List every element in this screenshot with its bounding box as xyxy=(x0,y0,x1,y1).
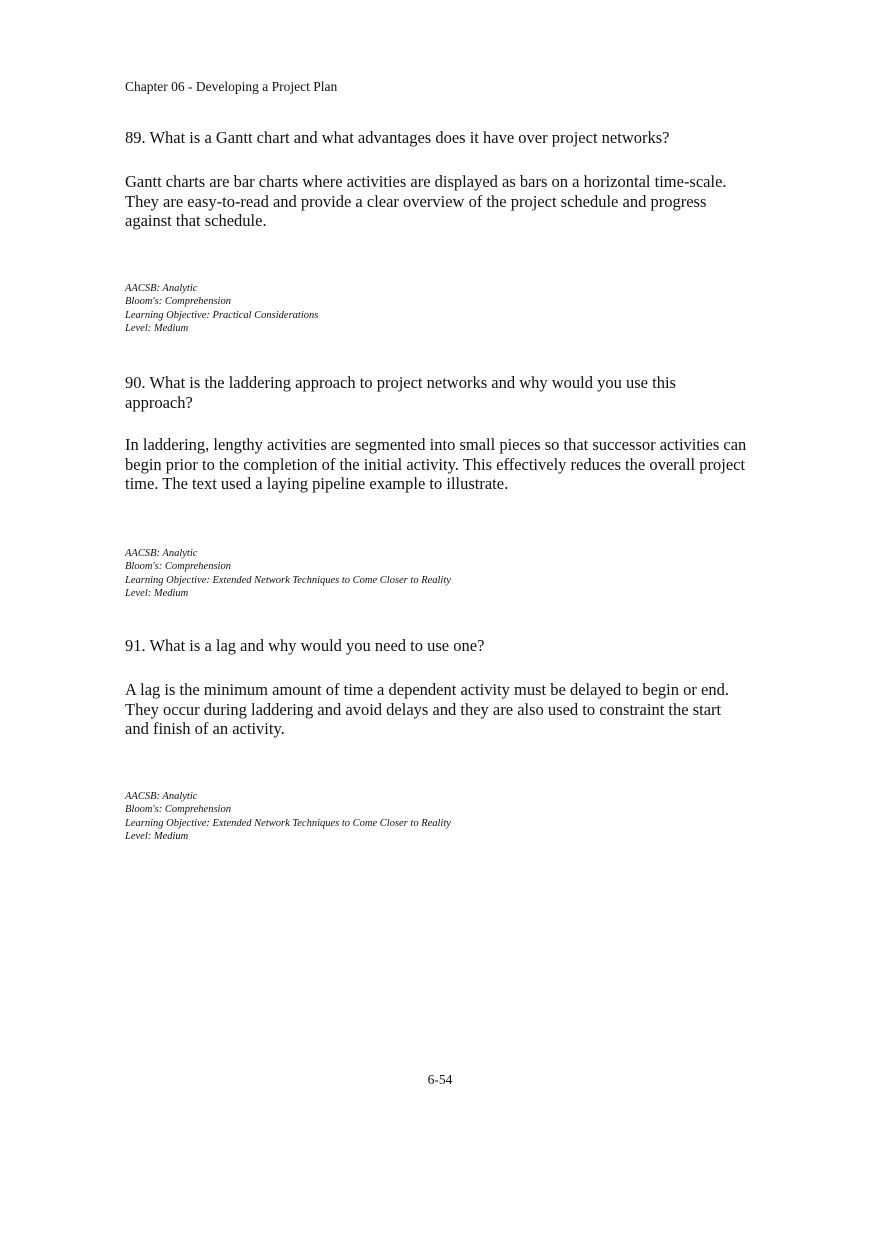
question-91 xyxy=(125,636,785,656)
answer-91 xyxy=(125,680,785,739)
answer-line: against that schedule. xyxy=(125,211,267,230)
meta-89 xyxy=(125,282,785,335)
question-89 xyxy=(125,128,785,148)
meta-blooms: Bloom's: Comprehension xyxy=(125,804,231,816)
meta-objective: Learning Objective: Practical Considerations xyxy=(125,309,319,321)
page-header: Chapter 06 - Developing a Project Plan xyxy=(125,79,338,94)
question-text: 91. What is a lag and why would you need to use one? xyxy=(125,636,485,655)
meta-aacsb: AACSB: Analytic xyxy=(125,548,198,559)
question-line: 90. What is the laddering approach to project networks and why would you use this xyxy=(125,373,676,392)
answer-line: They are easy-to-read and provide a clear overview of the project schedule and progress xyxy=(125,191,707,211)
meta-level: Level: Medium xyxy=(125,322,189,334)
meta-level: Level: Medium xyxy=(125,587,189,599)
meta-blooms: Bloom's: Comprehension xyxy=(125,561,231,573)
meta-90 xyxy=(125,547,785,600)
meta-aacsb: AACSB: Analytic xyxy=(125,791,198,802)
answer-line: They occur during laddering and avoid delays and they are also used to constraint the start xyxy=(125,699,722,719)
meta-91 xyxy=(125,790,785,843)
question-90 xyxy=(125,373,785,412)
meta-aacsb: AACSB: Analytic xyxy=(125,283,198,294)
answer-line: In laddering, lengthy activities are segmented into small pieces so that successor activities can xyxy=(125,435,747,454)
meta-objective: Learning Objective: Extended Network Techniques to Come Closer to Reality xyxy=(125,817,451,829)
answer-line: A lag is the minimum amount of time a dependent activity must be delayed to begin or end. xyxy=(125,680,729,699)
question-text: 89. What is a Gantt chart and what advantages does it have over project networks? xyxy=(125,128,670,147)
answer-line: begin prior to the completion of the initial activity. This effectively reduces the overall project xyxy=(125,454,746,474)
answer-89 xyxy=(125,172,785,231)
answer-90 xyxy=(125,435,785,494)
meta-objective: Learning Objective: Extended Network Techniques to Come Closer to Reality xyxy=(125,574,451,586)
answer-line: time. The text used a laying pipeline example to illustrate. xyxy=(125,474,509,493)
page-number: 6-54 xyxy=(427,1072,453,1087)
answer-line: and finish of an activity. xyxy=(125,719,285,738)
meta-level: Level: Medium xyxy=(125,830,189,842)
question-line: approach? xyxy=(125,392,193,412)
answer-line: Gantt charts are bar charts where activities are displayed as bars on a horizontal time-scale. xyxy=(125,172,727,191)
meta-blooms: Bloom's: Comprehension xyxy=(125,296,231,308)
